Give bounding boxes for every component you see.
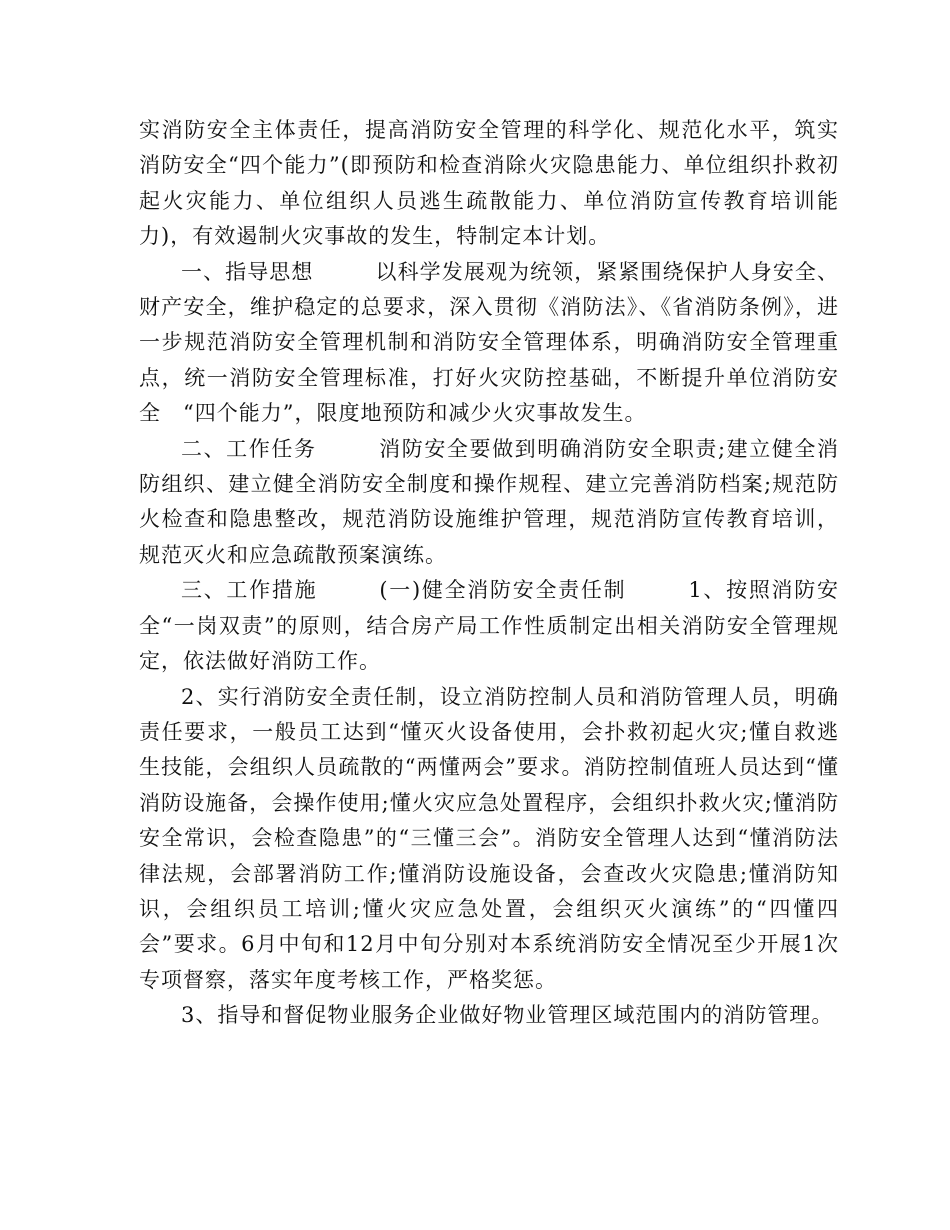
section-3-heading: 三、工作措施 [181, 578, 318, 603]
intro-paragraph [139, 113, 839, 255]
section-2-body: 消防安全要做到明确消防安全职责;建立健全消防组织、建立健全消防安全制度和操作规程、建立完善消防档案;规范防火检查和隐患整改，规范消防设施维护管理，规范消防宣传教育培训，规范灭火和应急疏散预案演练。 [139, 436, 840, 567]
section-2-heading: 二、工作任务 [181, 436, 317, 461]
document-body [139, 113, 839, 1034]
section-3-subheading: (一)健全消防安全责任制 [379, 578, 627, 603]
section-1-heading: 一、指导思想 [181, 259, 314, 284]
section-1-body-end: “四个能力”，限度地预防和减少火灾事故发生。 [183, 401, 647, 426]
item-2-text: 2、实行消防安全责任制，设立消防控制人员和消防管理人员，明确责任要求，一般员工达到“懂灭火设备使用，会扑救初起火灾;懂自救逃生技能，会组织人员疏散的“两懂两会”要求。消防控制值班人员达到“懂消防设施备，会操作使用;懂火灾应急处置程序，会组织扑救火灾;懂消防安全常识，会检查隐患”的“三懂三会”。消防安全管理人达到“懂消防法律法规，会部署消防工作;懂消防设施设备，会查改火灾隐患;懂消防知识，会组织员工培训;懂火灾应急处置，会组织灭火演练”的“四懂四会”要求。6月中旬和12月中旬分别对本系统消防安全情况至少开展1次专项督察，落实年度考核工作，严格奖惩。 [139, 684, 839, 992]
section-3-paragraph [139, 573, 839, 679]
item-3-paragraph [139, 998, 839, 1033]
section-3-item-1: 1、按照消防安全“一岗双责”的原则，结合房产局工作性质制定出相关消防安全管理规定，依法做好消防工作。 [139, 578, 839, 674]
intro-text: 实消防安全主体责任，提高消防安全管理的科学化、规范化水平，筑实消防安全“四个能力”(即预防和检查消除火灾隐患能力、单位组织扑救初起火灾能力、单位组织人员逃生疏散能力、单位消防宣传教育培训能力)，有效遏制火灾事故的发生，特制定本计划。 [139, 118, 839, 249]
section-2-paragraph [139, 432, 839, 574]
item-2-paragraph [139, 680, 839, 999]
item-3-text: 3、指导和督促物业服务企业做好物业管理区域范围内的消防管理。 [181, 1003, 834, 1028]
section-1-paragraph [139, 255, 839, 432]
section-1-body: 以科学发展观为统领，紧紧围绕保护人身安全、财产安全，维护稳定的总要求，深入贯彻《消防法》、《省消防条例》，进一步规范消防安全管理机制和消防安全管理体系，明确消防安全管理重点，统一消防安全管理标准，打好火灾防控基础，不断提升单位消防安全 [139, 259, 840, 426]
